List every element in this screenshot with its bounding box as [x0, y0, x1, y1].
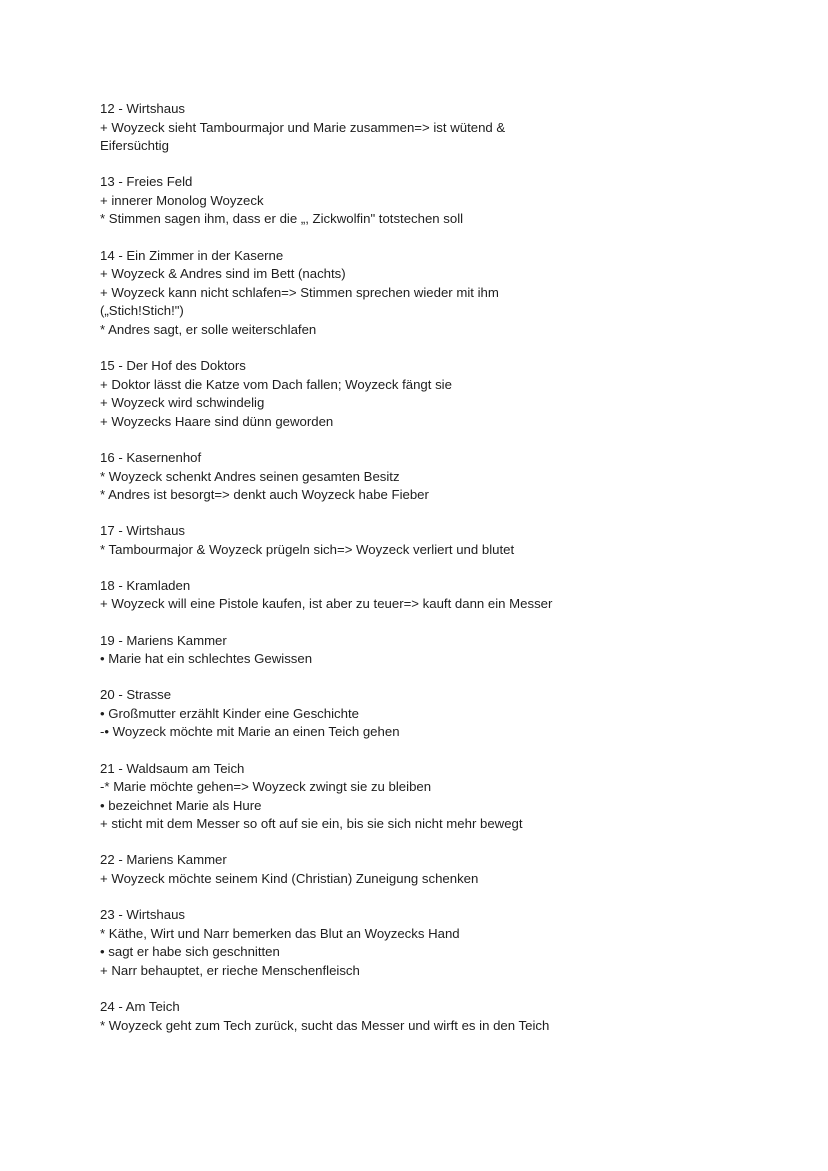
- scene-section-17: [100, 522, 570, 559]
- scene-heading: 23 - Wirtshaus: [100, 907, 186, 923]
- scene-note: * Andres sagt, er solle weiterschlafen: [100, 321, 317, 337]
- scene-section-15: [100, 357, 570, 431]
- scene-section-13: [100, 173, 570, 229]
- scene-heading: 13 - Freies Feld: [100, 174, 193, 190]
- scene-section-22: [100, 851, 570, 888]
- scene-note: * Tambourmajor & Woyzeck prügeln sich=> Woyzeck verliert und blutet: [100, 541, 515, 557]
- scene-section-16: [100, 449, 570, 505]
- scene-note: + Woyzeck sieht Tambourmajor und Marie zusammen=> ist wütend & Eifersüchtig: [100, 119, 506, 154]
- scene-section-23: [100, 906, 570, 980]
- scene-note: * Andres ist besorgt=> denkt auch Woyzeck habe Fieber: [100, 487, 429, 503]
- scene-note: * Käthe, Wirt und Narr bemerken das Blut an Woyzecks Hand: [100, 925, 460, 941]
- scene-note: + Doktor lässt die Katze vom Dach fallen; Woyzeck fängt sie: [100, 376, 452, 392]
- scene-section-20: [100, 686, 570, 742]
- scene-heading: 18 - Kramladen: [100, 577, 191, 593]
- scene-note: * Woyzeck geht zum Tech zurück, sucht das Messer und wirft es in den Teich: [100, 1017, 550, 1033]
- scene-note: • Großmutter erzählt Kinder eine Geschichte: [100, 705, 359, 721]
- scene-section-12: [100, 100, 570, 156]
- scene-heading: 22 - Mariens Kammer: [100, 852, 227, 868]
- scene-heading: 12 - Wirtshaus: [100, 101, 186, 116]
- scene-note: + Woyzeck & Andres sind im Bett (nachts): [100, 266, 346, 282]
- scene-note: * Woyzeck schenkt Andres seinen gesamten Besitz: [100, 468, 400, 484]
- scene-section-14: [100, 247, 570, 340]
- scene-note: + Woyzeck will eine Pistole kaufen, ist aber zu teuer=> kauft dann ein Messer: [100, 596, 553, 612]
- scene-note: * Stimmen sagen ihm, dass er die „, Zickwolfin" totstechen soll: [100, 211, 464, 227]
- scene-heading: 21 - Waldsaum am Teich: [100, 760, 245, 776]
- scene-note: + Woyzecks Haare sind dünn geworden: [100, 413, 334, 429]
- scene-note: -• Woyzeck möchte mit Marie an einen Teich gehen: [100, 724, 400, 740]
- scene-section-18: [100, 577, 570, 614]
- scene-note: + Woyzeck kann nicht schlafen=> Stimmen sprechen wieder mit ihm („Stich!Stich!"): [100, 284, 499, 319]
- scene-heading: 14 - Ein Zimmer in der Kaserne: [100, 247, 284, 263]
- scene-note: + Narr behauptet, er rieche Menschenfleisch: [100, 962, 360, 978]
- scene-summary-list: [100, 100, 570, 1053]
- scene-note: + Woyzeck möchte seinem Kind (Christian) Zuneigung schenken: [100, 871, 479, 886]
- scene-heading: 19 - Mariens Kammer: [100, 632, 227, 648]
- scene-section-21: [100, 760, 570, 834]
- scene-note: -* Marie möchte gehen=> Woyzeck zwingt sie zu bleiben: [100, 779, 432, 795]
- scene-note: + innerer Monolog Woyzeck: [100, 192, 264, 208]
- scene-heading: 15 - Der Hof des Doktors: [100, 358, 246, 374]
- scene-section-24: [100, 998, 570, 1035]
- scene-heading: 24 - Am Teich: [100, 998, 180, 1014]
- scene-section-19: [100, 632, 570, 669]
- scene-note: • Marie hat ein schlechtes Gewissen: [100, 651, 313, 667]
- scene-note: + Woyzeck wird schwindelig: [100, 395, 265, 411]
- scene-note: • sagt er habe sich geschnitten: [100, 944, 280, 960]
- scene-heading: 20 - Strasse: [100, 687, 172, 703]
- scene-note: + sticht mit dem Messer so oft auf sie ein, bis sie sich nicht mehr bewegt: [100, 816, 523, 832]
- scene-heading: 17 - Wirtshaus: [100, 523, 186, 539]
- scene-note: • bezeichnet Marie als Hure: [100, 797, 262, 813]
- scene-heading: 16 - Kasernenhof: [100, 449, 202, 465]
